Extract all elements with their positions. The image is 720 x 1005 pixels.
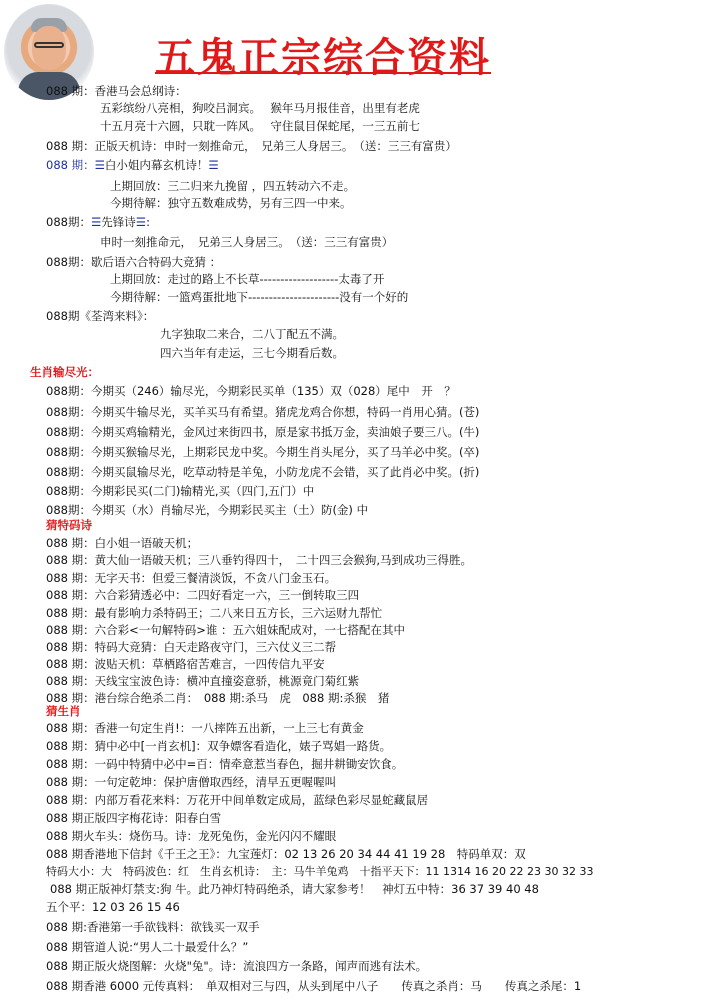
text-line: 上期回放：走过的路上不长草-------------------太毒了开 [110,272,385,286]
text-line: 088 期：港台综合绝杀二肖： 088 期:杀马 虎 088 期:杀猴 猪 [46,691,390,705]
text-line: 088 期：白小姐一语破天机； [46,536,199,550]
text-line: 088 期：猜中必中[一肖玄机]：双争嫖客看造化，婊子骂娼一路货。 [46,739,392,753]
text-line: 上期回放：三二归来九挽留 ，四五转动六不走。 [110,179,356,193]
text-line: 088 期：香港马会总纲诗： [46,84,187,98]
section-heading [46,158,219,173]
text-line: 申时一刻推命元， 兄弟三人身居三。 （送：三三有富贵） [100,235,394,249]
text-line: 088 期：黄大仙一语破天机；三八垂钓得四十， 二十四三会猴狗,马到成功三得胜。 [46,553,473,567]
text-line: 088 期：内部万看花来料：万花开中间单数定成局，蓝绿色彩尽显蛇藏鼠居 [46,793,429,807]
text-line: 十五月亮十六圆，只耽一阵风。 守住鼠目保蛇尾，一三五前七 [100,119,420,133]
text-line: 088期：今期买（246）输尽光，今期彩民买单（135）双（028）尾中 开 ？ [46,384,456,398]
text-line: 088 期:香港第一手欲钱料：欲钱买一双手 [46,920,260,934]
text-line: 088 期：特码大竞猜：白天走路夜守门，三六仗义三二帮 [46,640,337,654]
trigram-icon: ☰ [90,215,102,229]
text-line: 088期：今期买（水）肖输尽光，今期彩民买主（土）防(金) 中 [46,503,369,517]
trigram-icon: ☰ [135,215,147,229]
text-line: 088 期：最有影响力杀特码王；二八来日五方长，三六运财九帮忙 [46,606,383,620]
text-line: 088 期正版神灯禁支:狗 牛。此乃神灯特码绝杀，请大家参考！ 神灯五中特：36 37 39 40 48 [50,882,539,896]
text-line: 特码大小：大 特码波色：红 生肖玄机诗： 主：马牛羊兔鸡 十指平天下：11 1314 16 20 22 23 30 32 33 [46,865,594,878]
trigram-icon: ☰ [208,158,219,172]
section-heading: 088期：☰先锋诗☰: [46,215,150,229]
text-line: 088期：今期买牛输尽光，买羊买马有希望。猪虎龙鸡合你想，特码一肖用心猜。(苍) [46,405,480,419]
text-line: 088 期正版火烧图解：火烧"兔"。诗：流浪四方一条路，闻声而逃有法术。 [46,959,428,973]
text-line: 088期：歇后语六合特码大竞猜 ： [46,255,222,269]
text-line: 088 期：无字天书：但爱三餐清淡饭，不贪八门金玉石。 [46,571,337,585]
text-line: 088期：今期买鸡输精光，金风过来街四书，原是家书抵万金，卖油娘子要三八。(牛) [46,425,480,439]
text-line: 088 期管道人说:“男人二十最爱什么？” [46,940,249,954]
text-line: 088期《荃湾来料》： [46,309,155,323]
text-line: 088 期：波贴天机：草栖路宿苦难言，一四传信九平安 [46,657,325,671]
text-line: 088期：今期买鼠输尽光，吃草动特是羊兔，小防龙虎不会错，买了此肖必中奖。(折) [46,465,480,479]
text-line: 088期：今期买猴输尽光，上期彩民龙中奖。今期生肖头尾分，买了马羊必中奖。(卒) [46,445,480,459]
text-line: 088 期：香港一句定生肖!：一八摔阵五出新，一上三七有黄金 [46,721,364,735]
trigram-icon: ☰ [94,158,105,172]
text-line: 五彩缤纷八亮相，狗咬吕洞宾。 猴年马月报佳音，出里有老虎 [100,101,420,115]
section-title: 猜生肖 [46,704,81,718]
heading-text: 白小姐内幕玄机诗！ [104,158,209,172]
text-line: 088 期：一码中特猜中必中=百：情牵意惹当春色，掘井耕锄安饮食。 [46,757,404,771]
issue-label: 088 期： [46,158,95,172]
heading-text: 先锋诗 [101,215,136,229]
text-line: 088 期：正版天机诗：申时一刻推命元， 兄弟三人身居三。 （送：三三有富贵） [46,139,457,153]
text-line: 088 期：六合彩猜透必中：二四好看定一六，三一倒转取三四 [46,588,360,602]
text-line: 088 期正版四字梅花诗：阳春白雪 [46,811,222,825]
text-line: 088 期：天线宝宝波色诗：横冲直撞姿意骄，桃源竟门菊红紫 [46,674,360,688]
text-line: 四六当年有走运，三七今期看后数。 [160,346,344,360]
text-line: 今期待解：一篮鸡蛋批地下----------------------没有一个好的 [110,290,409,304]
page-title: 五鬼正宗综合资料 [155,34,491,81]
section-title: 生肖输尽光： [30,365,99,379]
text-line: 088 期香港地下信封《千王之王》：九宝莲灯：02 13 26 20 34 44 41 19 28 特码单双：双 [46,847,526,861]
text-line: 088 期：一句定乾坤：保护唐僧取西经，清早五更喔喔叫 [46,775,337,789]
text-line: 088 期香港 6000 元传真料： 单双相对三与四，从头到尾中八子 传真之杀肖：马 传真之杀尾：1 [46,979,582,993]
text-line: 九字独取二来合，二八丁配五不满。 [160,327,344,341]
issue-label: 088期： [46,215,91,229]
text-line: 088 期火车头：烧伤马。诗：龙死兔伤，金光闪闪不耀眼 [46,829,337,843]
text-line: 五个平：12 03 26 15 46 [46,900,180,914]
text-line: 088期：今期彩民买(二门)输精光,买（四门,五门）中 [46,484,315,498]
text-line: 今期待解：独守五数难成势，另有三四一中来。 [110,196,352,210]
text-line: 088 期：六合彩<一句解特码>谁 ：五六姐妹配成对，一七搭配在其中 [46,623,406,637]
section-title: 猜特码诗 [46,518,92,532]
